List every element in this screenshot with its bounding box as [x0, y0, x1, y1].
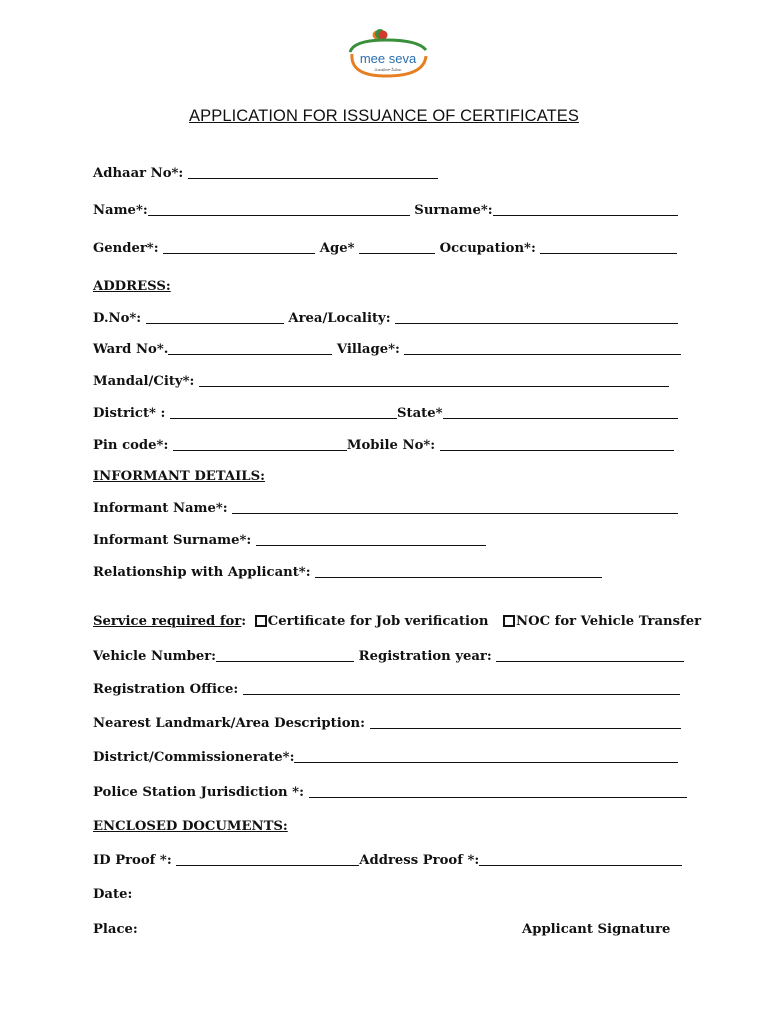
- surname-field[interactable]: [493, 203, 678, 216]
- service-row: [93, 613, 701, 631]
- gender-row: [93, 240, 677, 258]
- pincode-row: [93, 437, 674, 455]
- age-label: Age*: [315, 241, 360, 256]
- relationship-field[interactable]: [315, 565, 602, 578]
- informant-name-field[interactable]: [232, 501, 678, 514]
- vehicle-row: [93, 648, 684, 666]
- district-commissionerate-row: [93, 749, 678, 767]
- registration-year-field[interactable]: [496, 649, 684, 662]
- informant-heading: INFORMANT DETAILS:: [93, 469, 265, 484]
- mobile-label: Mobile No*:: [346, 438, 440, 453]
- landmark-row: [93, 715, 681, 733]
- proofs-row: [93, 852, 682, 870]
- district-commissionerate-label: District/Commissionerate*:: [93, 750, 295, 765]
- village-label: Village*:: [332, 342, 405, 357]
- mandal-row: [93, 373, 669, 391]
- vehicle-number-label: Vehicle Number:: [93, 649, 217, 664]
- logo-tagline: సులభంగా సేవలు: [374, 67, 402, 72]
- name-field[interactable]: [148, 203, 410, 216]
- relationship-row: [93, 564, 602, 582]
- police-station-label: Police Station Jurisdiction *:: [93, 785, 309, 800]
- applicant-signature-label: Applicant Signature: [522, 922, 671, 937]
- ward-field[interactable]: [168, 342, 332, 355]
- adhaar-label: Adhaar No*:: [93, 166, 188, 181]
- vehicle-number-field[interactable]: [216, 649, 354, 662]
- landmark-field[interactable]: [370, 716, 681, 729]
- occupation-field[interactable]: [540, 241, 677, 254]
- gender-label: Gender*:: [93, 241, 164, 256]
- enclosed-documents-heading: ENCLOSED DOCUMENTS:: [93, 819, 288, 834]
- surname-label: Surname*:: [409, 203, 493, 218]
- date-label: Date:: [93, 887, 133, 902]
- name-row: [93, 202, 678, 220]
- pincode-label: Pin code*:: [93, 438, 173, 453]
- logo-text: mee seva: [359, 51, 417, 66]
- informant-surname-row: [93, 532, 486, 550]
- occupation-label: Occupation*:: [435, 241, 541, 256]
- mandal-label: Mandal/City*:: [93, 374, 199, 389]
- informant-surname-label: Informant Surname*:: [93, 533, 256, 548]
- dno-label: D.No*:: [93, 311, 146, 326]
- age-field[interactable]: [359, 241, 435, 254]
- address-proof-field[interactable]: [479, 853, 682, 866]
- form-title: APPLICATION FOR ISSUANCE OF CERTIFICATES: [189, 107, 579, 125]
- job-verification-checkbox[interactable]: [255, 615, 267, 627]
- relationship-label: Relationship with Applicant*:: [93, 565, 316, 580]
- place-label: Place:: [93, 922, 138, 937]
- landmark-label: Nearest Landmark/Area Description:: [93, 716, 370, 731]
- mandal-field[interactable]: [199, 374, 669, 387]
- informant-name-row: [93, 500, 678, 518]
- mee-seva-logo: [346, 26, 430, 84]
- dno-field[interactable]: [146, 311, 284, 324]
- noc-vehicle-checkbox[interactable]: [503, 615, 515, 627]
- state-label: State*: [397, 406, 443, 421]
- informant-surname-field[interactable]: [256, 533, 486, 546]
- district-field[interactable]: [170, 406, 397, 419]
- district-commissionerate-field[interactable]: [294, 750, 678, 763]
- registration-year-label: Registration year:: [354, 649, 497, 664]
- district-row: [93, 405, 678, 423]
- name-label: Name*:: [93, 203, 148, 218]
- job-verification-label: Certificate for Job verification: [267, 614, 489, 629]
- pincode-field[interactable]: [173, 438, 347, 451]
- police-station-field[interactable]: [309, 785, 687, 798]
- address-heading: ADDRESS:: [93, 279, 171, 294]
- mobile-field[interactable]: [440, 438, 674, 451]
- informant-name-label: Informant Name*:: [93, 501, 233, 516]
- noc-vehicle-label: NOC for Vehicle Transfer: [516, 614, 702, 629]
- registration-office-field[interactable]: [243, 682, 680, 695]
- district-label: District* :: [93, 406, 170, 421]
- ward-row: [93, 341, 681, 359]
- area-field[interactable]: [395, 311, 678, 324]
- address-proof-label: Address Proof *:: [359, 853, 480, 868]
- dno-row: [93, 310, 678, 328]
- state-field[interactable]: [443, 406, 678, 419]
- id-proof-field[interactable]: [176, 853, 359, 866]
- registration-office-label: Registration Office:: [93, 682, 243, 697]
- logo-dot-red-icon: [379, 31, 388, 40]
- gender-field[interactable]: [163, 241, 315, 254]
- village-field[interactable]: [404, 342, 681, 355]
- adhaar-row: [93, 165, 438, 183]
- area-label: Area/Locality:: [283, 311, 396, 326]
- id-proof-label: ID Proof *:: [93, 853, 177, 868]
- registration-office-row: [93, 681, 680, 699]
- ward-label: Ward No*.: [93, 342, 169, 357]
- service-colon: :: [241, 614, 251, 629]
- service-label: Service required for: [93, 614, 242, 629]
- police-station-row: [93, 784, 687, 802]
- adhaar-field[interactable]: [188, 166, 438, 179]
